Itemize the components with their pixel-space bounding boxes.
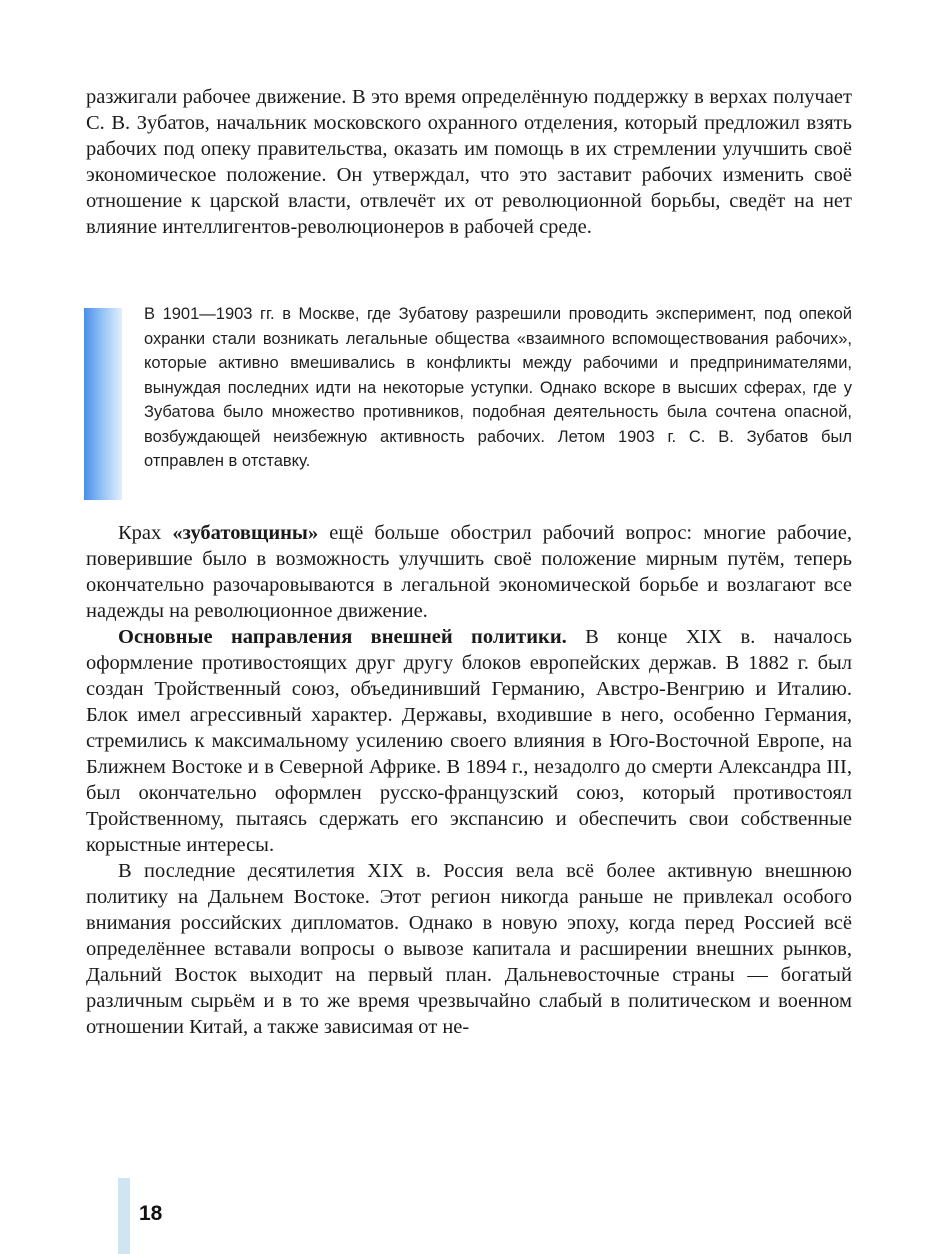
intro-text-block — [86, 84, 852, 240]
far-east-paragraph: В последние десятилетия XIX в. Россия вела всё более активную внешнюю политику на Дальнем Востоке. Этот регион никогда раньше не привлекал особого внимания российских дипломатов. Однако в новую эпоху, когда перед Россией всё определённее вставали вопросы о вывозе капитала и расширении внешних рынков, Дальний Восток выходит на первый план. Дальневосточные страны — богатый различным сырьём и в то же время чрезвычайно слабый в политическом и военном отношении Китай, а также зависимая от не- — [86, 860, 852, 1038]
zubatov-paragraph — [86, 520, 852, 624]
zubatov-rest: ещё больше обострил рабочий вопрос: многие рабочие, поверившие было в возможность улучшить своё положение мирным путём, теперь окончательно разочаровываются в легальной экономической борьбе и возлагают все надежды на революционное движение. — [86, 522, 852, 622]
sidebar-note-text: В 1901—1903 гг. в Москве, где Зубатову разрешили проводить эксперимент, под опекой охранки стали возникать легальные общества «взаимного вспомоществования рабочих», которые активно вмешивались в конфликты между рабочими и предпринимателями, вынуждая последних идти на некоторые уступки. Однако вскоре в высших сферах, где у Зубатова было множество противников, подобная деятельность была сочтена опасной, возбуждающей неизбежную активность рабочих. Летом 1903 г. С. В. Зубатов был отправлен в отставку. — [144, 305, 852, 470]
foreign-policy-paragraph — [86, 624, 852, 858]
sidebar-accent-bar — [84, 308, 122, 500]
zubatov-term: «зубатовщины» — [172, 522, 319, 544]
intro-paragraph: разжигали рабочее движение. В это время определённую поддержку в верхах получает С. В. Зубатов, начальник московского охранного отделения, который предложил взять рабочих под опеку правительства, оказать им помощь в их стремлении улучшить своё экономическое положение. Он утверждал, что это заставит рабочих изменить своё отношение к царской власти, отвлечёт их от революционной борьбы, сведёт на нет влияние интеллигентов-революционеров в рабочей среде. — [86, 86, 852, 238]
main-text-block — [86, 520, 852, 1040]
foreign-policy-heading: Основные направления внешней политики. — [118, 626, 567, 648]
zubatov-lead: Крах — [118, 522, 173, 544]
sidebar-note — [84, 302, 852, 500]
page-number: 18 — [139, 1202, 163, 1225]
foreign-policy-text: В конце XIX в. началось оформление противостоящих друг другу блоков европейских держав. В 1882 г. был создан Тройственный союз, объединивший Германию, Австро-Венгрию и Италию. Блок имел агрессивный характер. Державы, входившие в него, особенно Германия, стремились к максимальному усилению своего влияния в Юго-Восточной Европе, на Ближнем Востоке и в Северной Африке. В 1894 г., незадолго до смерти Александра III, был окончательно оформлен русско-французский союз, который противостоял Тройственному, пытаясь сдержать его экспансию и обеспечить свои собственные корыстные интересы. — [86, 626, 852, 856]
page-number-tab — [118, 1178, 130, 1254]
